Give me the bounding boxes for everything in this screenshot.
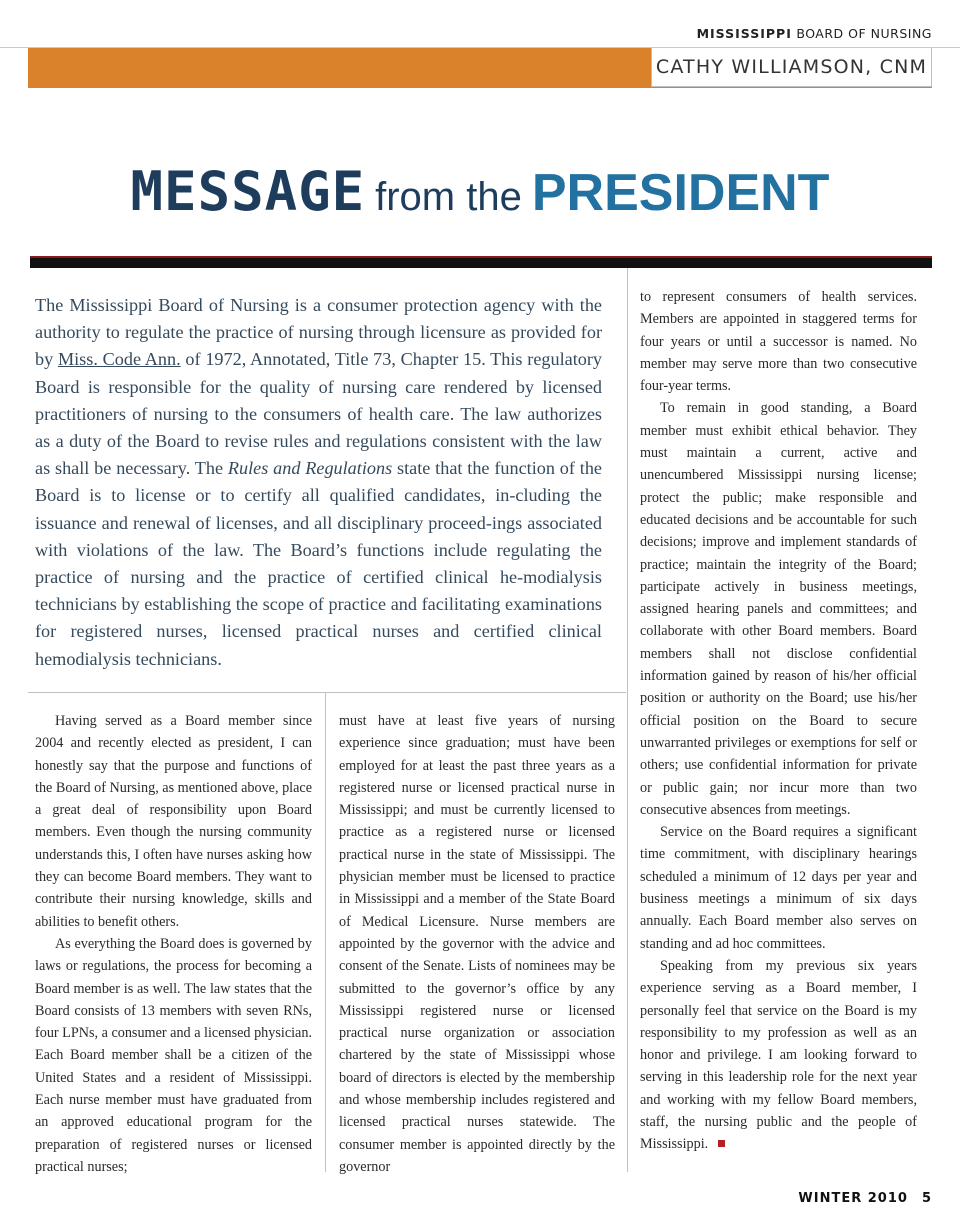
page-footer — [798, 1191, 932, 1206]
author-byline: CATHY WILLIAMSON, CNM — [651, 48, 932, 87]
column-divider-2 — [627, 268, 628, 1172]
lead-text-2: of 1972, Annotated, Title 73, Chapter 15. This regulatory Board is responsible for the quality of nursing care rendered by licensed practitioners of nursing to the consumers of health care. The law authorizes as a duty of the Board to revise rules and regulations consistent with the law as shall be necessary. The — [35, 349, 602, 479]
page-number: 5 — [921, 1191, 932, 1206]
rules-reference: Rules and Regulations — [227, 458, 393, 479]
column-divider-1 — [325, 692, 326, 1172]
paragraph: To remain in good standing, a Board member must exhibit ethical behavior. They must maintain a current, active and unencumbered Mississippi nursing license; protect the public; make responsible and educated decisions and be accountable for such decisions; improve and implement standards of practice; maintain the integrity of the Board; participate actively in business meetings, assigned hearing panels and committees; and collaborate with other Board members. Board members shall not disclose confidential information gained by reason of his/her official position or authority on the Board; use his/her official position on the Board to secure unwarranted privileges or exemptions for self or others; use confidential information for private or public gain; nor incur more than two consecutive absences from meetings. — [640, 400, 917, 818]
lead-text-3: state that the function of the Board is to license or to certify all qualified candidates, in-cluding the issuance and renewal of licenses, and all disciplinary proceed-ings associated with violations of the law. The Board’s functions include regulating the practice of nursing and the practice of certified clinical he-modialysis technicians by establishing the scope of practice and facilitating examinations for registered nurses, licensed practical nurses and certified clinical hemodialysis technicians. — [35, 458, 603, 669]
title-message: MESSAGE — [130, 160, 366, 223]
title-president: PRESIDENT — [531, 164, 830, 222]
page-title — [0, 160, 960, 223]
org-name-rest: BOARD OF NURSING — [791, 26, 932, 41]
lead-divider — [28, 692, 626, 693]
lead-paragraph — [35, 292, 602, 673]
end-of-article-icon — [718, 1140, 725, 1147]
closing-paragraph — [640, 955, 917, 1156]
paragraph: As everything the Board does is governed by laws or regulations, the process for becoming a Board member is as well. The law states that the Board consists of 13 members with seven RNs, four LPNs, a consumer and a licensed physician. Each Board member shall be a citizen of the United States and a resident of Mississippi. Each nurse member must have graduated from an approved educational program for the preparation of registered nurses or licensed practical nurses; — [35, 935, 312, 1175]
paragraph: Service on the Board requires a significant time commitment, with disciplinary hearings scheduled a minimum of 12 days per year and business meetings a minimum of six days annually. Each Board member also serves on standing and ad hoc committees. — [640, 824, 917, 952]
organization-header — [697, 26, 932, 41]
title-divider — [30, 256, 932, 268]
paragraph: must have at least five years of nursing experience since graduation; must have been employed for at least the past three years as a registered nurse or licensed practical nurse in Mississippi; and must be currently licensed to practice as a registered nurse or licensed practical nurse in the state of Mississippi. The physician member must be licensed to practice in Mississippi and a member of the State Board of Medical Licensure. Nurse members are appointed by the governor with the advice and consent of the Senate. Lists of nominees may be submitted to the governor’s office by any Mississippi registered nurse or licensed practical nurse organization or association chartered by the state of Mississippi whose board of directors is elected by the membership and whose membership includes registered and licensed practical nurses statewide. The consumer member is appointed directly by the governor — [339, 713, 615, 1175]
closing-text: Speaking from my previous six years experience serving as a Board member, I personally feel that service on the Board is my responsibility to my profession as well as an honor and privilege. I am looking forward to serving in this leadership role for the next year and working with my fellow Board members, staff, the nursing public and the people of Mississippi. — [640, 957, 917, 1153]
org-name-bold: MISSISSIPPI — [696, 26, 792, 41]
paragraph: Having served as a Board member since 2004 and recently elected as president, I can honestly say that the purpose and functions of the Board of Nursing, as mentioned above, place a great deal of responsibility upon Board members. Even though the nursing community understands this, I often have nurses asking how they can become Board members. They want to contribute their nursing knowledge, skills and abilities to benefit others. — [35, 713, 312, 930]
code-reference: Miss. Code Ann. — [57, 349, 181, 370]
body-column-1 — [35, 710, 312, 1178]
issue-label: WINTER 2010 — [798, 1191, 908, 1206]
lead-text-1: The Mississippi Board of Nursing is a consumer protection agency with the authority to regulate the practice of nursing through licensure as provided for by — [35, 295, 602, 370]
paragraph: to represent consumers of health services. Members are appointed in staggered terms for four years or until a successor is named. No member may serve more than two consecutive four-year terms. — [640, 289, 917, 395]
body-column-2 — [339, 710, 615, 1178]
title-from-the: from the — [375, 175, 522, 219]
body-column-3 — [640, 286, 917, 1156]
